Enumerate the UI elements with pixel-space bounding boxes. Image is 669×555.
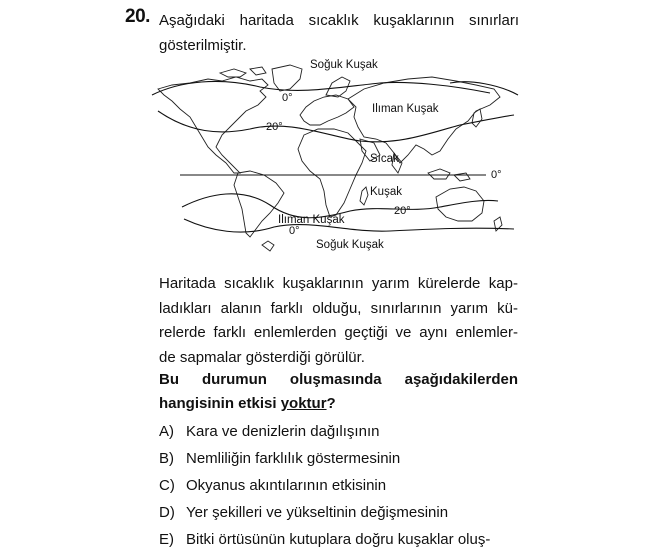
option-a-letter: A) [159, 423, 174, 440]
arctic-islands-outline [220, 67, 266, 77]
prompt-line-2-before: hangisinin etkisi [159, 395, 281, 412]
australia-outline [436, 187, 484, 221]
north-cold-boundary [152, 81, 490, 95]
option-b-text: Nemliliğin farklılık göstermesinin [186, 450, 401, 467]
label-deg-20-north: 20° [266, 121, 283, 133]
south-america-outline [234, 171, 284, 237]
option-e-text: Bitki örtüsünün kutuplara doğru kuşaklar oluş- [186, 531, 491, 548]
africa-outline [298, 129, 366, 217]
paragraph-line-1: Haritada sıcaklık kuşaklarının yarım kürelerde kap- [159, 275, 518, 292]
north-cold-boundary-east [450, 82, 518, 95]
label-hot: Sıcak [370, 153, 399, 165]
option-d[interactable] [159, 504, 448, 521]
question-stem [159, 8, 519, 58]
world-temperature-zones-map [150, 55, 520, 255]
label-north-temperate: Ilıman Kuşak [372, 103, 439, 115]
label-deg-0-north: 0° [282, 92, 293, 104]
question-number: 20. [125, 6, 150, 27]
option-e[interactable] [159, 531, 490, 548]
paragraph-line-4: de sapmalar gösterdiği görülür. [159, 348, 365, 366]
prompt-line-2-after: ? [326, 395, 336, 412]
option-b[interactable] [159, 450, 400, 467]
label-deg-20-south: 20° [394, 205, 411, 217]
question-prompt [159, 368, 518, 416]
prompt-underlined-word: yoktur [280, 395, 327, 412]
madagascar-outline [360, 187, 368, 205]
option-c[interactable] [159, 477, 386, 494]
label-deg-0-equator: 0° [491, 169, 502, 181]
option-e-letter: E) [159, 531, 174, 548]
option-d-text: Yer şekilleri ve yükseltinin değişmesinin [186, 504, 449, 521]
asia-outline [348, 77, 500, 163]
stem-line-1: Aşağıdaki haritada sıcaklık kuşaklarının sınırları [159, 12, 519, 29]
option-d-letter: D) [159, 504, 175, 521]
label-north-cold: Soğuk Kuşak [310, 59, 378, 71]
map-svg [150, 55, 520, 255]
label-deg-0-south: 0° [289, 225, 300, 237]
greenland-outline [272, 65, 302, 91]
north-america-outline [158, 77, 268, 173]
stem-line-2: gösterilmiştir. [159, 37, 247, 54]
option-c-letter: C) [159, 477, 175, 494]
prompt-line-2 [159, 392, 518, 416]
europe-outline [300, 95, 354, 125]
option-b-letter: B) [159, 450, 174, 467]
option-a-text: Kara ve denizlerin dağılışının [186, 423, 380, 440]
option-a[interactable] [159, 423, 379, 440]
label-south-temperate: Ilıman Kuşak [278, 214, 345, 226]
paragraph-line-3: relerde farklı enlemlerden geçtiği ve aynı enlemler- [159, 324, 518, 341]
japan-outline [472, 109, 482, 127]
option-c-text: Okyanus akıntılarının etkisinin [186, 477, 387, 494]
label-south-cold: Soğuk Kuşak [316, 239, 384, 251]
prompt-line-1: Bu durumun oluşmasında aşağıdakilerden [159, 371, 518, 388]
antarctica-outline [262, 241, 274, 251]
description-paragraph [159, 272, 518, 370]
paragraph-line-2: ladıkları alanın farklı olduğu, sınırlarının yarım kü- [159, 299, 518, 317]
label-hot-2: Kuşak [370, 186, 402, 198]
